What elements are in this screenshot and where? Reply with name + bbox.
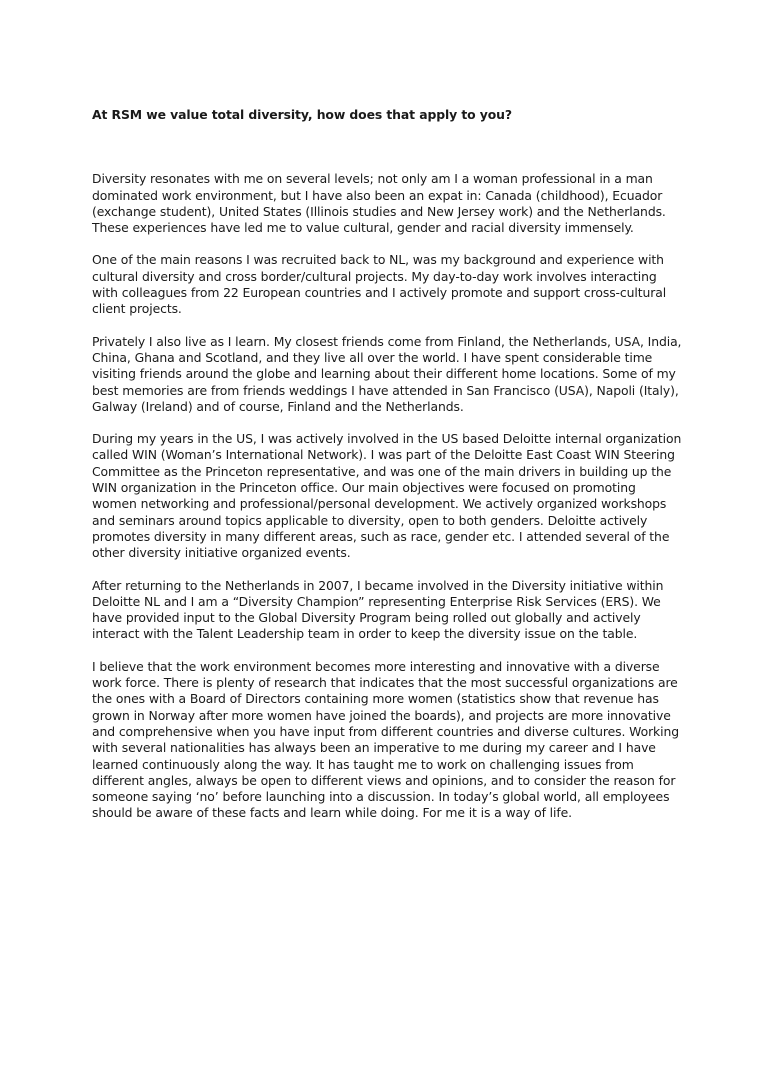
paragraph-work-environment: I believe that the work environment becomes more interesting and innovative with a diverse work force. There is plenty of research that indicates that the most successful organizations are the ones with a Board of Directors containing more women (statistics show that revenue has grown in Norway after more women have joined the boards), and projects are more innovative and comprehensive when you have input from different countries and diverse cultures. Working with several nationalities has always been an imperative to me during my career and I have learned continuously along the way. It has taught me to work on challenging issues from different angles, always be open to different views and opinions, and to consider the reason for someone saying ‘no’ before launching into a discussion. In today’s global world, all employees should be aware of these facts and learn while doing. For me it is a way of life. xyxy=(92,658,679,821)
paragraph-diversity-levels: Diversity resonates with me on several levels; not only am I a woman professional in a man dominated work environment, but I have also been an expat in: Canada (childhood), Ecuador (exchange student), United States (Illinois studies and New Jersey work) and the Netherlands. These experiences have led me to value cultural, gender and racial diversity immensely. xyxy=(92,171,666,236)
document-body xyxy=(92,107,682,838)
paragraph-private-life: Privately I also live as I learn. My closest friends come from Finland, the Netherlands, USA, India, China, Ghana and Scotland, and they live all over the world. I have spent considerable time visiting friends around the globe and learning about their different home locations. Some of my best memories are from friends weddings I have attended in San Francisco (USA), Napoli (Italy), Galway (Ireland) and of course, Finland and the Netherlands. xyxy=(92,333,682,414)
paragraph-netherlands-initiative: After returning to the Netherlands in 2007, I became involved in the Diversity initiative within Deloitte NL and I am a “Diversity Champion” representing Enterprise Risk Services (ERS). We have provided input to the Global Diversity Program being rolled out globally and actively interact with the Talent Leadership team in order to keep the diversity issue on the table. xyxy=(92,577,664,642)
question-heading: At RSM we value total diversity, how does that apply to you? xyxy=(92,107,512,122)
paragraph-us-experience: During my years in the US, I was actively involved in the US based Deloitte internal organization called WIN (Woman’s International Network). I was part of the Deloitte East Coast WIN Steering Committee as the Princeton representative, and was one of the main drivers in building up the WIN organization in the Princeton office. Our main objectives were focused on promoting women networking and professional/personal development. We actively organized workshops and seminars around topics applicable to diversity, open to both genders. Deloitte actively promotes diversity in many different areas, such as race, gender etc. I attended several of the other diversity initiative organized events. xyxy=(92,431,682,561)
paragraph-recruitment: One of the main reasons I was recruited back to NL, was my background and experience with cultural diversity and cross border/cultural projects. My day-to-day work involves interacting with colleagues from 22 European countries and I actively promote and support cross-cultural client projects. xyxy=(92,252,667,317)
